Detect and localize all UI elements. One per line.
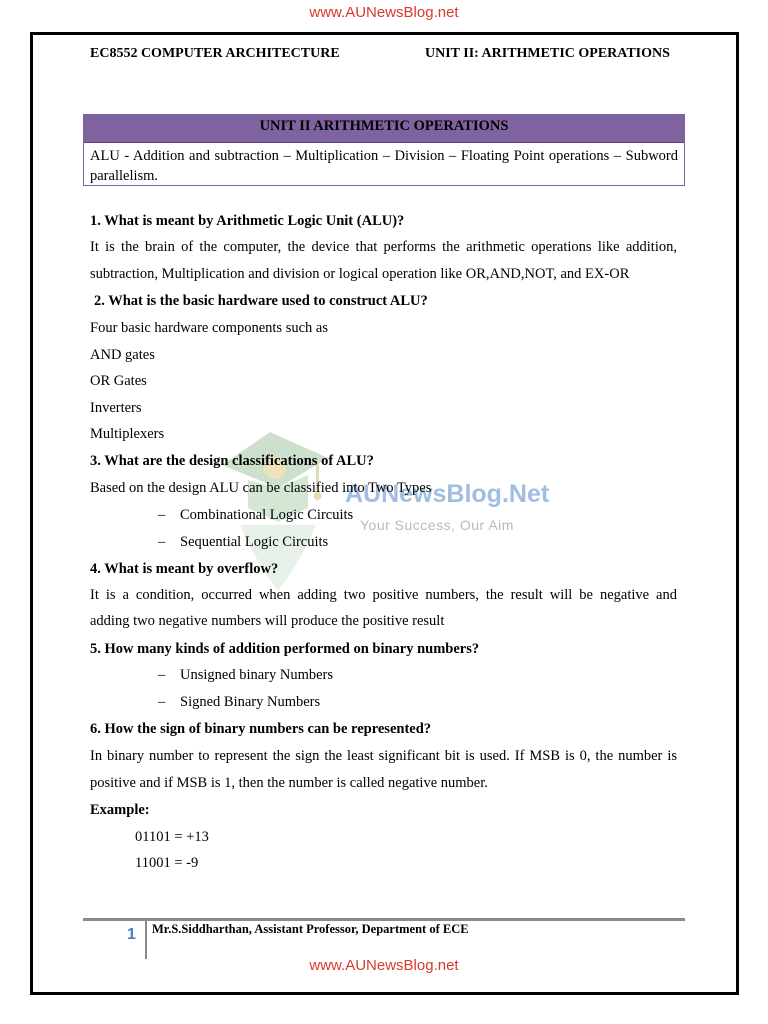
page-number: 1 — [127, 926, 136, 943]
question-5: 5. How many kinds of addition performed on binary numbers? — [90, 641, 480, 657]
top-site-link[interactable]: www.AUNewsBlog.net — [309, 4, 459, 21]
question-3: 3. What are the design classifications of ALU? — [90, 453, 374, 469]
answer-1-line-1: It is the brain of the computer, the device that performs the arithmetic operations like addition, — [90, 239, 677, 255]
answer-2-line-5: Multiplexers — [90, 426, 165, 442]
answer-2-line-1: Four basic hardware components such as — [90, 320, 328, 336]
question-4: 4. What is meant by overflow? — [90, 561, 279, 577]
bullet-dash: – — [158, 534, 166, 550]
watermark-tagline: Your Success, Our Aim — [360, 517, 514, 533]
bottom-site-link[interactable]: www.AUNewsBlog.net — [309, 957, 459, 974]
list-item — [158, 507, 353, 524]
list-item-text: Signed Binary Numbers — [180, 694, 321, 710]
answer-6-line-2: positive and if MSB is 1, then the number is called negative number. — [90, 775, 488, 791]
question-6: 6. How the sign of binary numbers can be represented? — [90, 721, 432, 737]
answer-2-line-3: OR Gates — [90, 373, 147, 389]
question-1: 1. What is meant by Arithmetic Logic Unit (ALU)? — [90, 213, 405, 229]
answer-6-line-1: In binary number to represent the sign the least significant bit is used. If MSB is 0, the number is — [90, 748, 677, 764]
unit-syllabus-box — [83, 114, 685, 186]
answer-3-line-1: Based on the design ALU can be classified into Two Types — [90, 480, 432, 496]
list-item — [158, 534, 328, 551]
footer-author: Mr.S.Siddharthan, Assistant Professor, Department of ECE — [152, 922, 469, 936]
list-item-text: Unsigned binary Numbers — [180, 667, 334, 683]
bullet-dash: – — [158, 667, 166, 683]
example-line-2: 11001 = -9 — [135, 855, 199, 871]
list-item-text: Sequential Logic Circuits — [180, 534, 329, 550]
unit-header: UNIT II: ARITHMETIC OPERATIONS — [425, 46, 670, 61]
watermark-title: AUNewsBlog.Net — [345, 480, 550, 508]
answer-1-line-2: subtraction, Multiplication and division or logical operation like OR,AND,NOT, and EX-OR — [90, 266, 630, 282]
example-line-1: 01101 = +13 — [135, 829, 209, 845]
answer-2-line-2: AND gates — [90, 347, 155, 363]
answer-2-line-4: Inverters — [90, 400, 142, 416]
course-header: EC8552 COMPUTER ARCHITECTURE — [90, 46, 340, 61]
bullet-dash: – — [158, 694, 166, 710]
footer-vertical-divider — [145, 921, 147, 959]
unit-topics: ALU - Addition and subtraction – Multiplication – Division – Floating Point operations – Subword parallelism. — [90, 148, 678, 184]
answer-4-line-1: It is a condition, occurred when adding two positive numbers, the result will be negative and — [90, 587, 677, 603]
list-item-text: Combinational Logic Circuits — [180, 507, 354, 523]
list-item — [158, 694, 320, 711]
example-label: Example: — [90, 802, 150, 818]
bullet-dash: – — [158, 507, 166, 523]
list-item — [158, 667, 333, 684]
question-2: 2. What is the basic hardware used to construct ALU? — [94, 293, 428, 309]
unit-title: UNIT II ARITHMETIC OPERATIONS — [84, 115, 684, 143]
footer-divider — [83, 918, 685, 921]
answer-4-line-2: adding two negative numbers will produce the positive result — [90, 613, 445, 629]
